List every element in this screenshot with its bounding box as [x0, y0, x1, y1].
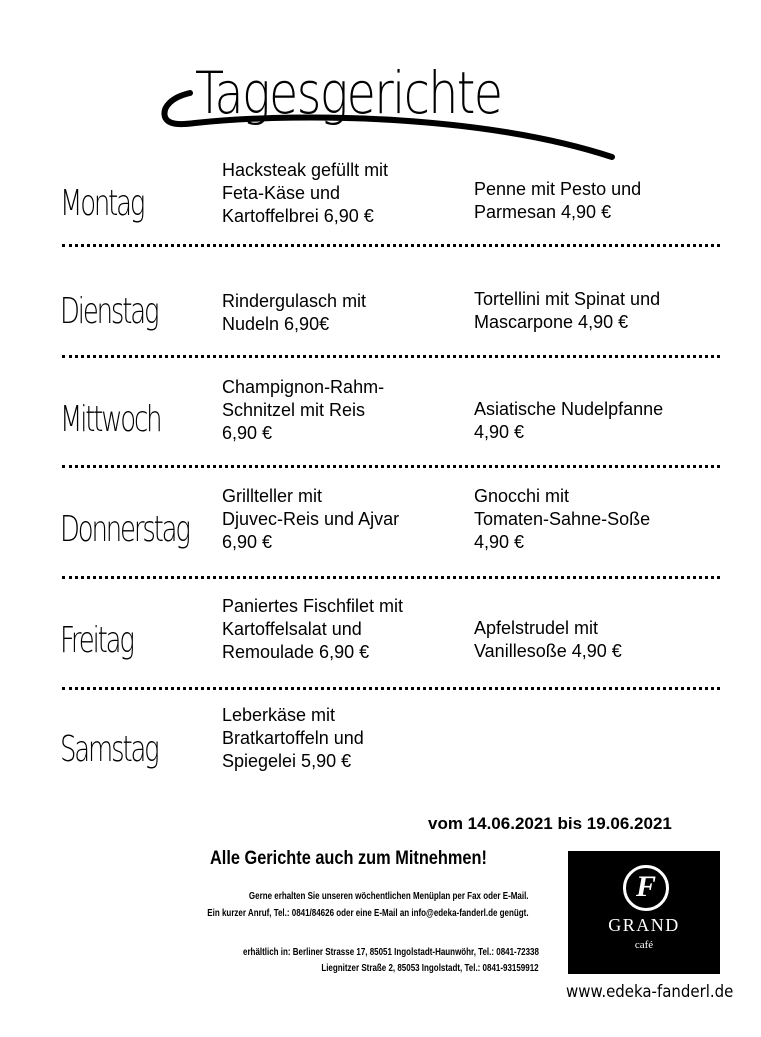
day-samstag: Samstag — [60, 729, 158, 770]
day-mittwoch: Mittwoch — [60, 399, 161, 440]
logo-letter: F — [635, 870, 656, 903]
info-line-2 — [208, 908, 529, 919]
address-line-1: erhältlich in: Berliner Strasse 17, 85051 Ingolstadt-Haunwöhr, Tel.: 0841-72338 — [243, 947, 539, 958]
separator — [62, 576, 720, 579]
website-link[interactable]: www.edeka-fanderl.de — [566, 982, 734, 1002]
dish-montag-2: Penne mit Pesto und Parmesan 4,90 € — [474, 179, 642, 222]
day-montag: Montag — [60, 183, 144, 224]
dish-freitag-2: Apfelstrudel mit Vanillesoße 4,90 € — [474, 618, 622, 661]
separator — [62, 687, 720, 690]
address-line-2: Liegnitzer Straße 2, 85053 Ingolstadt, Tel.: 0841-93159912 — [321, 963, 539, 974]
dish-donnerstag-1: Grillteller mit Djuvec-Reis und Ajvar 6,90 € — [222, 486, 400, 552]
separator — [62, 465, 720, 468]
separator — [62, 244, 720, 247]
dish-donnerstag-2: Gnocchi mit Tomaten-Sahne-Soße 4,90 € — [474, 486, 651, 552]
info-line-2-prefix: Ein kurzer Anruf, Tel.: 0841/84626 oder eine E-Mail an — [207, 908, 412, 919]
info-line-2-suffix: genügt. — [497, 908, 529, 919]
separator — [62, 355, 720, 358]
dish-dienstag-2: Tortellini mit Spinat und Mascarpone 4,90 € — [474, 289, 661, 332]
date-range: vom 14.06.2021 bis 19.06.2021 — [428, 814, 672, 833]
takeaway-note: Alle Gerichte auch zum Mitnehmen! — [210, 848, 487, 869]
dish-montag-1: Hacksteak gefüllt mit Feta-Käse und Kartoffelbrei 6,90 € — [222, 160, 389, 226]
dish-mittwoch-1: Champignon-Rahm- Schnitzel mit Reis 6,90 € — [222, 377, 385, 443]
dish-freitag-1: Paniertes Fischfilet mit Kartoffelsalat und Remoulade 6,90 € — [222, 596, 404, 662]
dish-samstag-1: Leberkäse mit Bratkartoffeln und Spiegelei 5,90 € — [222, 705, 364, 771]
dish-dienstag-1: Rindergulasch mit Nudeln 6,90€ — [222, 291, 367, 334]
info-email-link[interactable]: info@edeka-fanderl.de — [411, 908, 498, 919]
logo-sub: café — [634, 939, 654, 951]
day-donnerstag: Donnerstag — [60, 509, 189, 550]
logo-emblem-icon — [623, 865, 669, 911]
day-freitag: Freitag — [60, 620, 133, 661]
grand-cafe-logo — [568, 851, 720, 974]
logo-name: GRAND — [608, 915, 680, 935]
dish-mittwoch-2: Asiatische Nudelpfanne 4,90 € — [474, 399, 664, 442]
info-line-1: Gerne erhalten Sie unseren wöchentlichen Menüplan per Fax oder E-Mail. — [249, 891, 529, 902]
title-block — [160, 45, 620, 165]
page-title: Tagesgerichte — [195, 59, 502, 127]
day-dienstag: Dienstag — [60, 291, 158, 332]
